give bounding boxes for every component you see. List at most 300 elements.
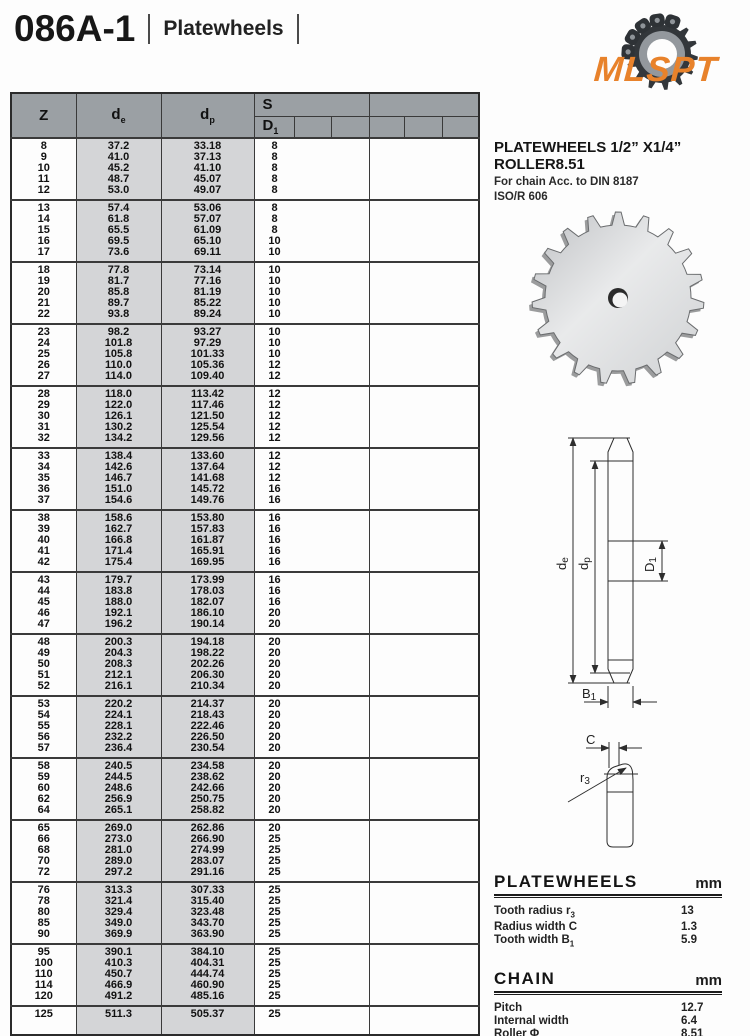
table-group-row (11, 1006, 479, 1035)
spec-row (494, 1002, 722, 1015)
cell-value: 12 (268, 370, 281, 382)
cell-value: 25 (268, 884, 281, 896)
cell-value: 10 (268, 348, 281, 360)
cell-value: 113.42 (190, 388, 225, 400)
cell-value: 20 (268, 618, 281, 630)
cell-value: 46 (37, 607, 50, 619)
table-cell (161, 138, 254, 200)
cell-value: 134.2 (104, 432, 133, 444)
cell-value: 146.7 (104, 472, 133, 484)
table-group-row (11, 758, 479, 820)
col-header-dp: $d_p$ (161, 93, 254, 138)
table-cell (11, 882, 76, 944)
cell-value: 9 (40, 151, 47, 163)
cell-value: 194.18 (190, 636, 225, 648)
cell-value: 53.0 (107, 184, 130, 196)
cell-value: 125.54 (190, 421, 225, 433)
cell-value: 37 (37, 494, 50, 506)
cell-value: 16 (268, 483, 281, 495)
cell-value: 20 (268, 636, 281, 648)
cell-value: 41.10 (193, 162, 222, 174)
cell-value: 20 (268, 793, 281, 805)
cell-value: 25 (268, 906, 281, 918)
cell-value: 444.74 (190, 968, 225, 980)
spec-value: 6.4 (681, 1014, 697, 1027)
cell-value: 183.8 (104, 585, 133, 597)
col-header-blank (294, 116, 331, 138)
cell-value: 8 (271, 151, 278, 163)
cell-value: 20 (268, 698, 281, 710)
platewheel-table-body (11, 138, 479, 1035)
cell-value: 210.34 (190, 680, 225, 692)
table-cell (254, 696, 369, 758)
cell-value: 283.07 (190, 855, 225, 867)
table-cell (11, 572, 76, 634)
cell-value: 45.07 (193, 173, 222, 185)
cell-value: 25 (268, 895, 281, 907)
cell-value: 61.09 (193, 224, 222, 236)
cell-value: 85.8 (107, 286, 130, 298)
cell-value: 349.0 (104, 917, 133, 929)
cell-value: 45.2 (107, 162, 130, 174)
cell-value: 460.90 (190, 979, 225, 991)
table-cell (254, 324, 369, 386)
cell-value: 315.40 (190, 895, 225, 907)
cell-value: 218.43 (190, 709, 225, 721)
cell-value: 40 (37, 534, 50, 546)
cell-value: 56 (37, 731, 50, 743)
table-cell (254, 510, 369, 572)
col-group-s: S (254, 93, 369, 116)
table-cell (11, 634, 76, 696)
cell-value: 93.27 (193, 326, 222, 338)
spec-section-chain (494, 969, 722, 1036)
cell-value: 175.4 (104, 556, 133, 568)
cell-value: 61.8 (107, 213, 130, 225)
cell-value: 186.10 (190, 607, 225, 619)
table-cell (76, 386, 161, 448)
cell-value: 178.03 (190, 585, 225, 597)
cell-value: 16 (268, 512, 281, 524)
cell-value: 35 (37, 472, 50, 484)
cell-value: 25 (37, 348, 50, 360)
cell-value: 250.75 (190, 793, 225, 805)
cell-value: 69.5 (107, 235, 130, 247)
cell-value: 36 (37, 483, 50, 495)
cell-value: 297.2 (104, 866, 133, 878)
cell-value: 89.7 (107, 297, 130, 309)
table-group-row (11, 572, 479, 634)
cell-value: 198.22 (190, 647, 225, 659)
cell-value: 10 (268, 246, 281, 258)
cell-value: 25 (268, 968, 281, 980)
cell-value: 236.4 (104, 742, 133, 754)
cell-value: 238.62 (190, 771, 225, 783)
cell-value: 262.86 (190, 822, 225, 834)
cell-value: 20 (268, 731, 281, 743)
table-cell (254, 882, 369, 944)
cell-value: 384.10 (190, 946, 225, 958)
table-cell (369, 200, 479, 262)
cell-value: 20 (268, 782, 281, 794)
table-cell (76, 138, 161, 200)
cell-value: 25 (268, 946, 281, 958)
table-cell (76, 1006, 161, 1035)
cell-value: 8 (271, 140, 278, 152)
cell-value: 171.4 (104, 545, 133, 557)
cell-value: 169.95 (190, 556, 225, 568)
table-cell (76, 324, 161, 386)
diagram-label-d1: D1 (642, 557, 659, 572)
col-header-blank (442, 116, 479, 138)
cell-value: 16 (268, 545, 281, 557)
cell-value: 22 (37, 308, 50, 320)
cell-value: 97.29 (193, 337, 222, 349)
table-cell (254, 448, 369, 510)
table-cell (369, 262, 479, 324)
cell-value: 77.8 (107, 264, 130, 276)
cell-value: 133.60 (190, 450, 225, 462)
cell-value: 182.07 (190, 596, 225, 608)
cell-value: 101.8 (104, 337, 133, 349)
cell-value: 192.1 (104, 607, 133, 619)
cell-value: 281.0 (104, 844, 133, 856)
cell-value: 16 (37, 235, 50, 247)
spec-unit: mm (695, 875, 722, 892)
cell-value: 47 (37, 618, 50, 630)
cell-value: 307.33 (190, 884, 225, 896)
col-group-blank (369, 93, 479, 116)
page-subtitle: Platewheels (163, 17, 284, 40)
table-cell (254, 634, 369, 696)
table-group-row (11, 386, 479, 448)
table-cell (161, 882, 254, 944)
cell-value: 363.90 (190, 928, 225, 940)
spec-title: PLATEWHEELS (494, 872, 638, 891)
cell-value: 85 (37, 917, 50, 929)
table-group-row (11, 820, 479, 882)
table-group-row (11, 262, 479, 324)
table-cell (254, 262, 369, 324)
spec-title: CHAIN (494, 968, 556, 988)
table-cell (369, 1006, 479, 1035)
cell-value: 41.0 (107, 151, 130, 163)
cell-value: 12 (268, 410, 281, 422)
cell-value: 274.99 (190, 844, 225, 856)
cell-value: 20 (268, 742, 281, 754)
cell-value: 69.11 (194, 246, 221, 258)
table-cell (369, 324, 479, 386)
cell-value: 114 (34, 979, 53, 991)
spec-rows (494, 1002, 722, 1036)
cell-value: 90 (37, 928, 50, 940)
spec-row (494, 1028, 722, 1036)
cell-value: 291.16 (190, 866, 225, 878)
cell-value: 141.68 (190, 472, 225, 484)
cell-value: 10 (268, 297, 281, 309)
table-cell (161, 944, 254, 1006)
cell-value: 162.7 (104, 523, 133, 535)
cell-value: 142.6 (104, 461, 133, 473)
cell-value: 196.2 (104, 618, 133, 630)
cell-value: 12 (268, 432, 281, 444)
cell-value: 27 (37, 370, 50, 382)
cell-value: 12 (268, 472, 281, 484)
cell-value: 511.3 (105, 1008, 132, 1020)
cell-value: 53 (37, 698, 50, 710)
cell-value: 323.48 (190, 906, 225, 918)
cell-value: 466.9 (104, 979, 133, 991)
cell-value: 29 (37, 399, 50, 411)
cell-value: 25 (268, 844, 281, 856)
cell-value: 42 (37, 556, 50, 568)
cell-value: 25 (268, 833, 281, 845)
subtitle-divider (297, 14, 299, 44)
table-cell (254, 138, 369, 200)
cell-value: 125 (34, 1008, 53, 1020)
cell-value: 20 (268, 658, 281, 670)
product-description (494, 139, 750, 203)
table-cell (76, 510, 161, 572)
cell-value: 20 (268, 771, 281, 783)
cell-value: 58 (37, 760, 50, 772)
spec-value: 1.3 (681, 921, 697, 934)
cell-value: 8 (271, 184, 278, 196)
cell-value: 81.7 (107, 275, 130, 287)
platewheel-table (10, 92, 480, 1036)
cell-value: 17 (37, 246, 50, 258)
spec-label: Pitch (494, 1001, 523, 1014)
cell-value: 110 (34, 968, 53, 980)
cell-value: 49.07 (193, 184, 222, 196)
cell-value: 12 (268, 461, 281, 473)
table-cell (161, 758, 254, 820)
cell-value: 16 (268, 596, 281, 608)
cell-value: 216.1 (104, 680, 133, 692)
table-cell (76, 448, 161, 510)
cell-value: 21 (37, 297, 50, 309)
cell-value: 12 (268, 399, 281, 411)
cell-value: 65.5 (107, 224, 130, 236)
table-cell (11, 944, 76, 1006)
cell-value: 120 (34, 990, 53, 1002)
cell-value: 188.0 (104, 596, 133, 608)
table-cell (161, 634, 254, 696)
cell-value: 65.10 (193, 235, 222, 247)
cell-value: 114.0 (105, 370, 132, 382)
cell-value: 154.6 (104, 494, 133, 506)
cell-value: 57.4 (107, 202, 130, 214)
cell-value: 23 (37, 326, 50, 338)
cell-value: 20 (268, 822, 281, 834)
cell-value: 25 (268, 917, 281, 929)
cell-value: 44 (37, 585, 50, 597)
cell-value: 105.36 (190, 359, 225, 371)
cell-value: 12 (268, 421, 281, 433)
cell-value: 77.16 (193, 275, 222, 287)
cell-value: 65 (37, 822, 50, 834)
table-group-row (11, 448, 479, 510)
cell-value: 51 (37, 669, 50, 681)
page-header (14, 8, 312, 50)
table-cell (369, 882, 479, 944)
cell-value: 410.3 (104, 957, 133, 969)
page-title: 086A-1 (14, 8, 136, 49)
table-cell (11, 696, 76, 758)
cell-value: 138.4 (104, 450, 133, 462)
double-rule (494, 994, 722, 995)
cell-value: 25 (268, 855, 281, 867)
cell-value: 45 (37, 596, 50, 608)
cell-value: 24 (37, 337, 50, 349)
table-cell (369, 758, 479, 820)
cell-value: 53.06 (193, 202, 222, 214)
cell-value: 19 (37, 275, 50, 287)
diagram-label-b1: B1 (582, 686, 597, 703)
spec-value: 8.51 (681, 1027, 704, 1036)
cell-value: 321.4 (104, 895, 133, 907)
col-header-blank (369, 116, 404, 138)
logo-wordmark: MLSPT (592, 50, 720, 89)
cell-value: 244.5 (104, 771, 133, 783)
cross-section-diagram (540, 428, 745, 726)
cell-value: 12 (268, 388, 281, 400)
cell-value: 202.26 (190, 658, 225, 670)
cell-value: 48 (37, 636, 50, 648)
title-divider (148, 14, 150, 44)
cell-value: 18 (37, 264, 50, 276)
table-cell (76, 758, 161, 820)
tooth-label-r3: r3 (580, 770, 590, 787)
cell-value: 242.66 (190, 782, 225, 794)
cell-value: 20 (268, 669, 281, 681)
diagram-label-de: de (554, 557, 571, 570)
cell-value: 62 (37, 793, 50, 805)
table-cell (254, 386, 369, 448)
cell-value: 39 (37, 523, 50, 535)
table-cell (76, 882, 161, 944)
col-header-z: Z (11, 93, 76, 138)
cell-value: 55 (37, 720, 50, 732)
cell-value: 85.22 (193, 297, 222, 309)
col-header-de: $d_e$ (76, 93, 161, 138)
cell-value: 151.0 (104, 483, 133, 495)
cell-value: 122.0 (104, 399, 133, 411)
spec-label: Tooth radius $r_3$ (494, 905, 575, 920)
table-cell (11, 200, 76, 262)
cell-value: 73.14 (193, 264, 222, 276)
table-cell (369, 820, 479, 882)
table-cell (161, 696, 254, 758)
cell-value: 16 (268, 534, 281, 546)
table-cell (369, 696, 479, 758)
table-cell (161, 386, 254, 448)
table-cell (369, 944, 479, 1006)
table-cell (76, 696, 161, 758)
table-cell (11, 510, 76, 572)
cell-value: 31 (37, 421, 50, 433)
cell-value: 8 (271, 202, 278, 214)
cell-value: 105.8 (104, 348, 133, 360)
spec-value: 13 (681, 905, 694, 917)
cell-value: 109.40 (190, 370, 225, 382)
cell-value: 20 (268, 804, 281, 816)
cell-value: 20 (268, 720, 281, 732)
table-cell (11, 448, 76, 510)
cell-value: 226.50 (190, 731, 225, 743)
table-group-row (11, 696, 479, 758)
col-header-d1: $D_1$ (254, 116, 294, 138)
cell-value: 329.4 (104, 906, 133, 918)
cell-value: 269.0 (104, 822, 133, 834)
cell-value: 20 (268, 647, 281, 659)
cell-value: 343.70 (190, 917, 225, 929)
table-cell (161, 1006, 254, 1035)
table-cell (11, 1006, 76, 1035)
cell-value: 165.91 (190, 545, 225, 557)
cell-value: 204.3 (104, 647, 133, 659)
cell-value: 8 (271, 173, 278, 185)
cell-value: 240.5 (104, 760, 133, 772)
cell-value: 126.1 (104, 410, 133, 422)
cell-value: 158.6 (104, 512, 133, 524)
cell-value: 70 (37, 855, 50, 867)
spec-label: Radius width C (494, 921, 578, 934)
cell-value: 8 (271, 162, 278, 174)
cell-value: 157.83 (190, 523, 225, 535)
cell-value: 89.24 (193, 308, 222, 320)
table-cell (369, 448, 479, 510)
cell-value: 25 (268, 957, 281, 969)
table-cell (369, 138, 479, 200)
tooth-profile-diagram (556, 728, 750, 870)
cell-value: 64 (37, 804, 50, 816)
cell-value: 78 (37, 895, 50, 907)
cell-value: 390.1 (104, 946, 133, 958)
cell-value: 179.7 (104, 574, 133, 586)
cell-value: 8 (40, 140, 47, 152)
cell-value: 68 (37, 844, 50, 856)
table-cell (369, 510, 479, 572)
cell-value: 16 (268, 574, 281, 586)
diagram-label-dp: dp (576, 557, 593, 570)
table-cell (369, 634, 479, 696)
table-cell (161, 448, 254, 510)
cell-value: 100 (34, 957, 53, 969)
spec-row (494, 921, 722, 934)
cell-value: 224.1 (104, 709, 133, 721)
cell-value: 25 (268, 866, 281, 878)
product-heading: PLATEWHEELS 1/2” X1/4” ROLLER8.51 (494, 139, 682, 173)
cell-value: 66 (37, 833, 50, 845)
cell-value: 450.7 (104, 968, 133, 980)
cell-value: 54 (37, 709, 50, 721)
cell-value: 49 (37, 647, 50, 659)
spec-label: Internal width (494, 1014, 569, 1027)
table-cell (161, 200, 254, 262)
cell-value: 20 (268, 760, 281, 772)
cell-value: 30 (37, 410, 50, 422)
table-cell (254, 200, 369, 262)
cell-value: 212.1 (104, 669, 133, 681)
cell-value: 149.76 (190, 494, 225, 506)
cell-value: 16 (268, 494, 281, 506)
cell-value: 57 (37, 742, 50, 754)
mlspt-logo (588, 2, 748, 92)
cell-value: 214.37 (190, 698, 225, 710)
cell-value: 25 (268, 928, 281, 940)
cell-value: 15 (37, 224, 50, 236)
